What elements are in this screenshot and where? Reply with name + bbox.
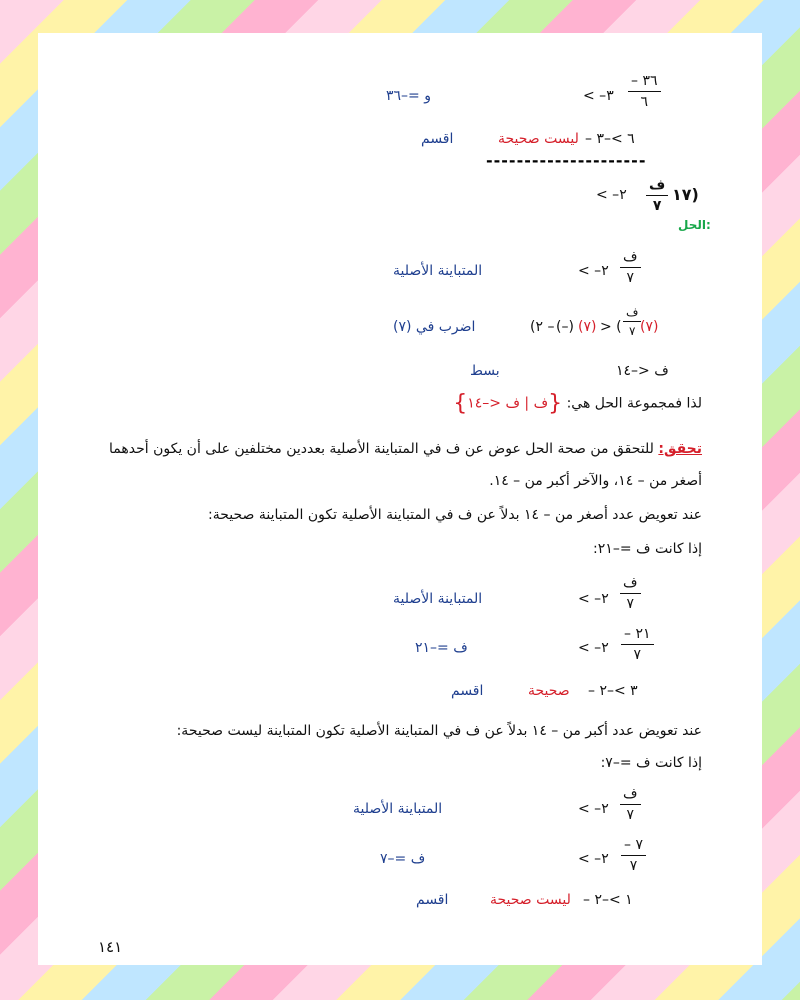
check-line-3: عند تعويض عدد أصغر من – ١٤ بدلاً عن ف في المتباينة الأصلية تكون المتباينة صحيحة: (208, 507, 702, 523)
fraction-denominator: ٧ (626, 807, 635, 823)
problem-fraction (646, 177, 668, 214)
case2-note3: اقسم (416, 892, 449, 908)
case2-note1: المتباينة الأصلية (353, 801, 443, 817)
case1-note1: المتباينة الأصلية (393, 591, 483, 607)
step3-note: بسط (470, 363, 500, 379)
brace-open: { (548, 391, 563, 416)
fraction-numerator: – ٧ (624, 837, 643, 853)
step2-minus: (–) (556, 319, 574, 335)
fraction-denominator: ٧ (652, 198, 662, 214)
fraction-denominator: ٧ (629, 324, 636, 338)
case2-frac1 (620, 786, 641, 823)
check2-line-1: عند تعويض عدد أكبر من – ١٤ بدلاً عن ف في المتباينة الأصلية تكون المتباينة ليست صحيحة: (176, 723, 702, 739)
case1-note2: ف =–٢١ (415, 640, 468, 656)
fraction-denominator: ٧ (629, 858, 638, 874)
case1-rel2: < –٢ (578, 640, 609, 656)
case2-note2: ف =–٧ (380, 851, 426, 867)
case2-status3: ليست صحيحة (490, 892, 571, 908)
check2-line-2: إذا كانت ف =–٧: (600, 755, 702, 771)
case1-frac1 (620, 575, 641, 612)
fraction-bar (621, 644, 654, 645)
check-label: تحقق: (658, 441, 702, 457)
fraction-numerator: ف (626, 305, 639, 319)
case1-expr3: – ٣ >–٢ (588, 683, 638, 699)
brace-close: } (453, 391, 468, 416)
step1-note: المتباينة الأصلية (393, 263, 483, 279)
page-number: ١٤١ (98, 938, 123, 956)
step1-relation: < –٢ (578, 263, 609, 279)
step2-relation: > ( (600, 319, 622, 335)
page-sheet (38, 33, 762, 965)
separator: --------------------- (486, 151, 647, 170)
fraction-bar (620, 804, 641, 805)
solution-set-label: لذا فمجموعة الحل هي: (566, 395, 702, 412)
step3-expr: ف <–١٤ (616, 363, 669, 379)
fraction-bar (628, 91, 661, 92)
step2-note: اضرب في (٧) (393, 319, 476, 335)
fraction-bar (620, 593, 641, 594)
step2-seven-b: (٧) (578, 319, 597, 335)
step2-fraction (623, 305, 641, 338)
case2-expr3: – ١ >–٢ (583, 892, 633, 908)
note-2: اقسم (421, 131, 454, 147)
solution-label: الحل: (678, 218, 711, 232)
case1-note3: اقسم (451, 683, 484, 699)
case1-frac2 (621, 626, 654, 663)
solution-set-line (453, 391, 702, 416)
fraction-numerator: ف (623, 786, 638, 802)
check-line-2: أصغر من – ١٤، والآخر أكبر من – ١٤. (489, 473, 702, 489)
check-text-1: للتحقق من صحة الحل عوض عن ف في المتباينة الأصلية بعددين مختلفين على أن يكون أحدهما (108, 441, 654, 457)
check-line-4: إذا كانت ف =–٢١: (593, 541, 702, 557)
fraction-numerator: ف (649, 177, 666, 193)
problem-number: ١٧) (672, 185, 699, 204)
case2-frac2 (621, 837, 646, 874)
fraction-1 (628, 73, 661, 110)
fraction-bar (620, 267, 641, 268)
check-line-1 (109, 441, 702, 457)
step2-seven: (٧) (640, 319, 659, 335)
fraction-denominator: ٦ (640, 94, 649, 110)
fraction-denominator: ٧ (633, 647, 642, 663)
fraction-numerator: ف (623, 249, 638, 265)
note-1: و =–٣٦ (386, 88, 431, 104)
status-2: ليست صحيحة (498, 131, 579, 147)
case2-rel2: < –٢ (578, 851, 609, 867)
step2-two: (٢ – (530, 319, 555, 335)
case1-status3: صحيحة (528, 683, 570, 699)
expr-2: – ٦ >–٣ (585, 131, 635, 147)
fraction-bar (623, 321, 641, 322)
relation-1: < –٣ (583, 88, 614, 104)
fraction-numerator: ف (623, 575, 638, 591)
problem-relation: < –٢ (596, 187, 627, 203)
fraction-bar (646, 195, 668, 196)
fraction-denominator: ٧ (626, 270, 635, 286)
case2-rel1: < –٢ (578, 801, 609, 817)
fraction-denominator: ٧ (626, 596, 635, 612)
solution-set: ف | ف <–١٤ (467, 395, 549, 412)
fraction-numerator: – ٢١ (624, 626, 651, 642)
step1-fraction (620, 249, 641, 286)
fraction-numerator: – ٣٦ (631, 73, 658, 89)
case1-rel1: < –٢ (578, 591, 609, 607)
fraction-bar (621, 855, 646, 856)
